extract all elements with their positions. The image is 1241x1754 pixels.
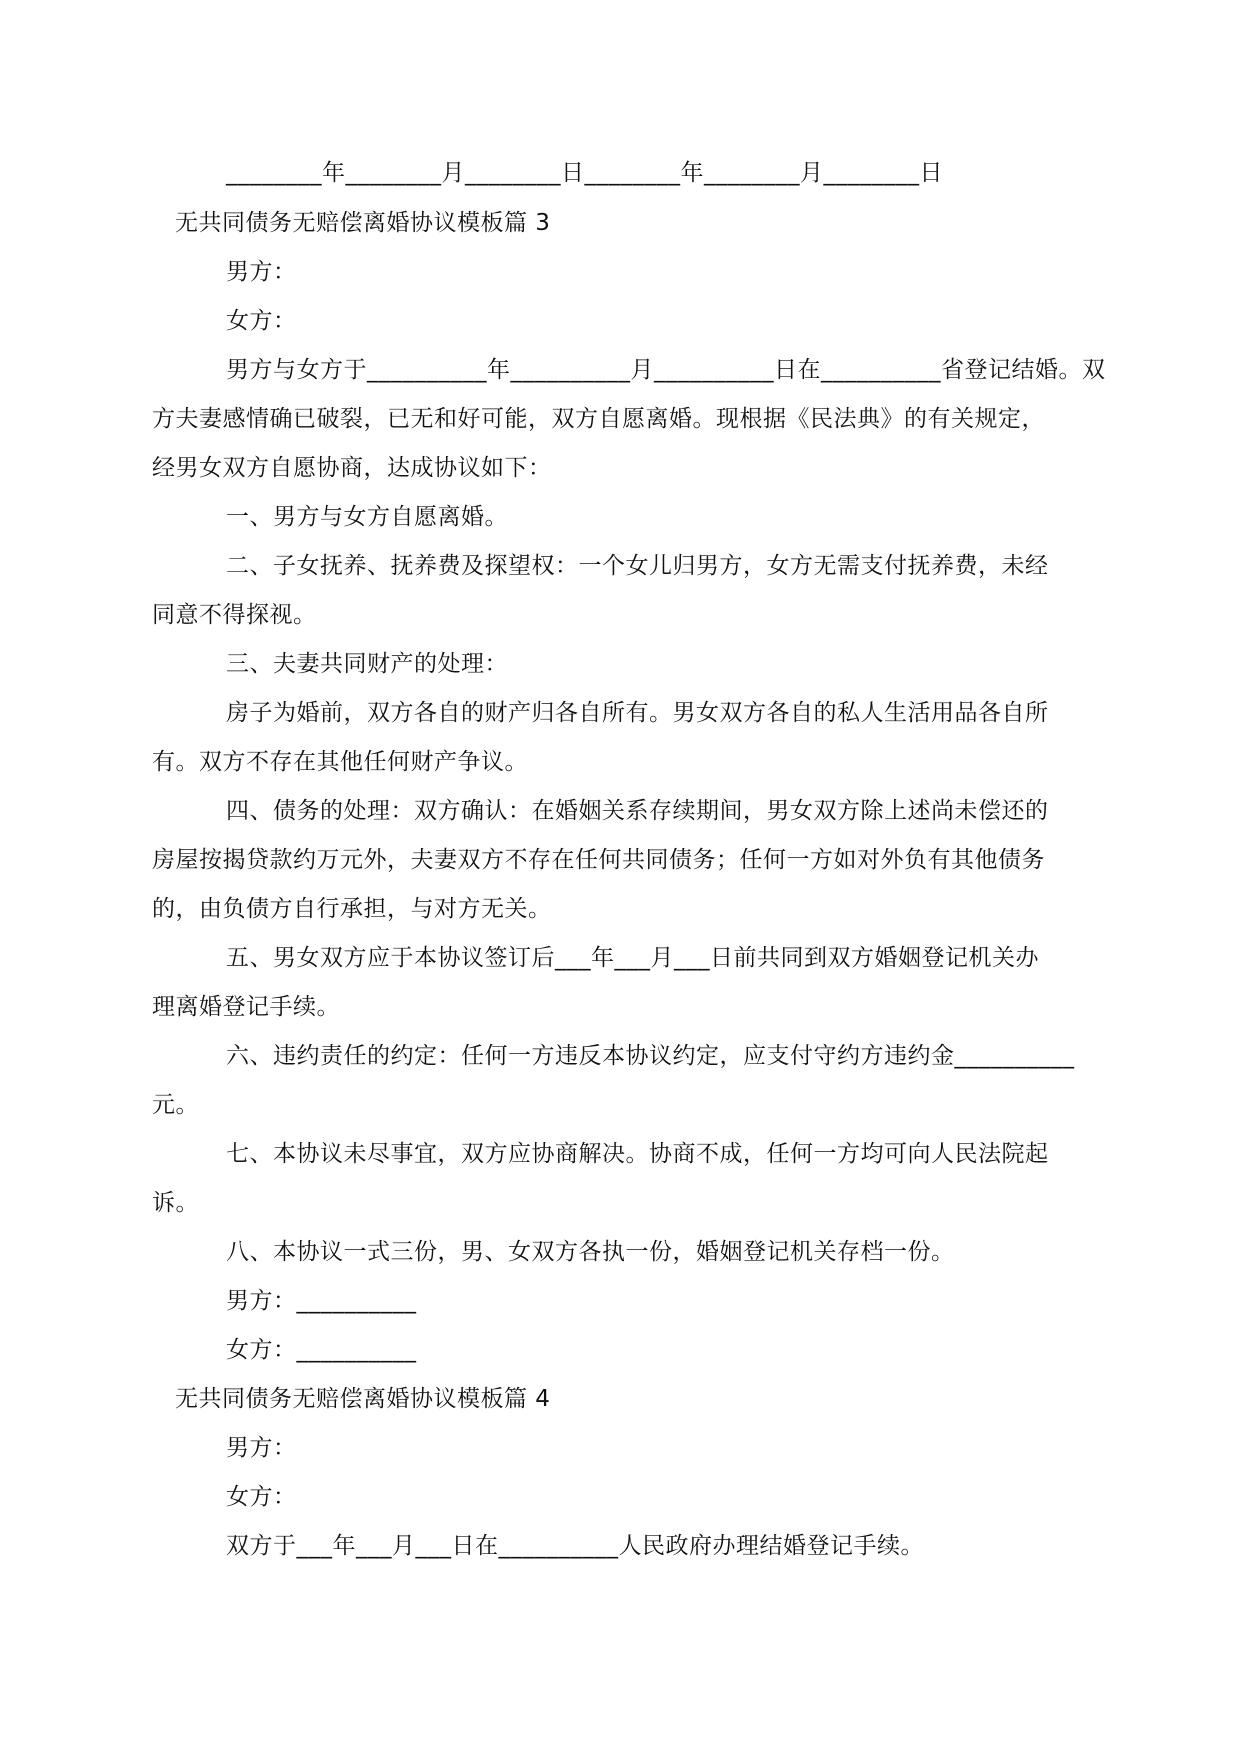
clause-7-line-1: 七、本协议未尽事宜，双方应协商解决。协商不成，任何一方均可向人民法院起: [226, 1141, 1049, 1167]
clause-2-line-1: 二、子女抚养、抚养费及探望权：一个女儿归男方，女方无需支付抚养费，未经: [226, 553, 1049, 579]
section-4-man-label: 男方：: [226, 1435, 297, 1461]
clause-4-line-3: 的，由负债方自行承担，与对方无关。: [152, 896, 552, 922]
clause-1: 一、男方与女方自愿离婚。: [226, 504, 508, 530]
clause-5-line-1: 五、男女双方应于本协议签订后___年___月___日前共同到双方婚姻登记机关办: [226, 945, 1039, 971]
date-line: ________年________月________日________年________月________日: [226, 160, 943, 186]
signature-man: 男方：__________: [226, 1288, 417, 1314]
man-label: 男方：: [226, 259, 297, 285]
signature-woman: 女方：__________: [226, 1337, 417, 1363]
intro-line-2: 方夫妻感情确已破裂，已无和好可能，双方自愿离婚。现根据《民法典》的有关规定，: [152, 406, 1045, 432]
section-4-intro: 双方于___年___月___日在__________人民政府办理结婚登记手续。: [226, 1533, 924, 1559]
woman-label: 女方：: [226, 308, 297, 334]
intro-line-1: 男方与女方于__________年__________月__________日在__________省登记结婚。双: [226, 357, 1106, 383]
clause-4-line-2: 房屋按揭贷款约万元外，夫妻双方不存在任何共同债务；任何一方如对外负有其他债务: [152, 847, 1045, 873]
section-3-title: 无共同债务无赔偿离婚协议模板篇 3: [175, 210, 551, 236]
clause-8: 八、本协议一式三份，男、女双方各执一份，婚姻登记机关存档一份。: [226, 1239, 955, 1265]
clause-7-line-2: 诉。: [152, 1190, 199, 1216]
clause-3-body-line-1: 房子为婚前，双方各自的财产归各自所有。男女双方各自的私人生活用品各自所: [226, 700, 1049, 726]
section-4-title: 无共同债务无赔偿离婚协议模板篇 4: [175, 1386, 551, 1412]
clause-5-line-2: 理离婚登记手续。: [152, 994, 340, 1020]
section-4-woman-label: 女方：: [226, 1484, 297, 1510]
clause-2-line-2: 同意不得探视。: [152, 602, 317, 628]
clause-3: 三、夫妻共同财产的处理：: [226, 651, 508, 677]
clause-4-line-1: 四、债务的处理：双方确认：在婚姻关系存续期间，男女双方除上述尚未偿还的: [226, 798, 1049, 824]
clause-6-line-1: 六、违约责任的约定：任何一方违反本协议约定，应支付守约方违约金__________: [226, 1043, 1075, 1069]
intro-line-3: 经男女双方自愿协商，达成协议如下：: [152, 455, 552, 481]
clause-3-body-line-2: 有。双方不存在其他任何财产争议。: [152, 749, 528, 775]
clause-6-line-2: 元。: [152, 1092, 199, 1118]
